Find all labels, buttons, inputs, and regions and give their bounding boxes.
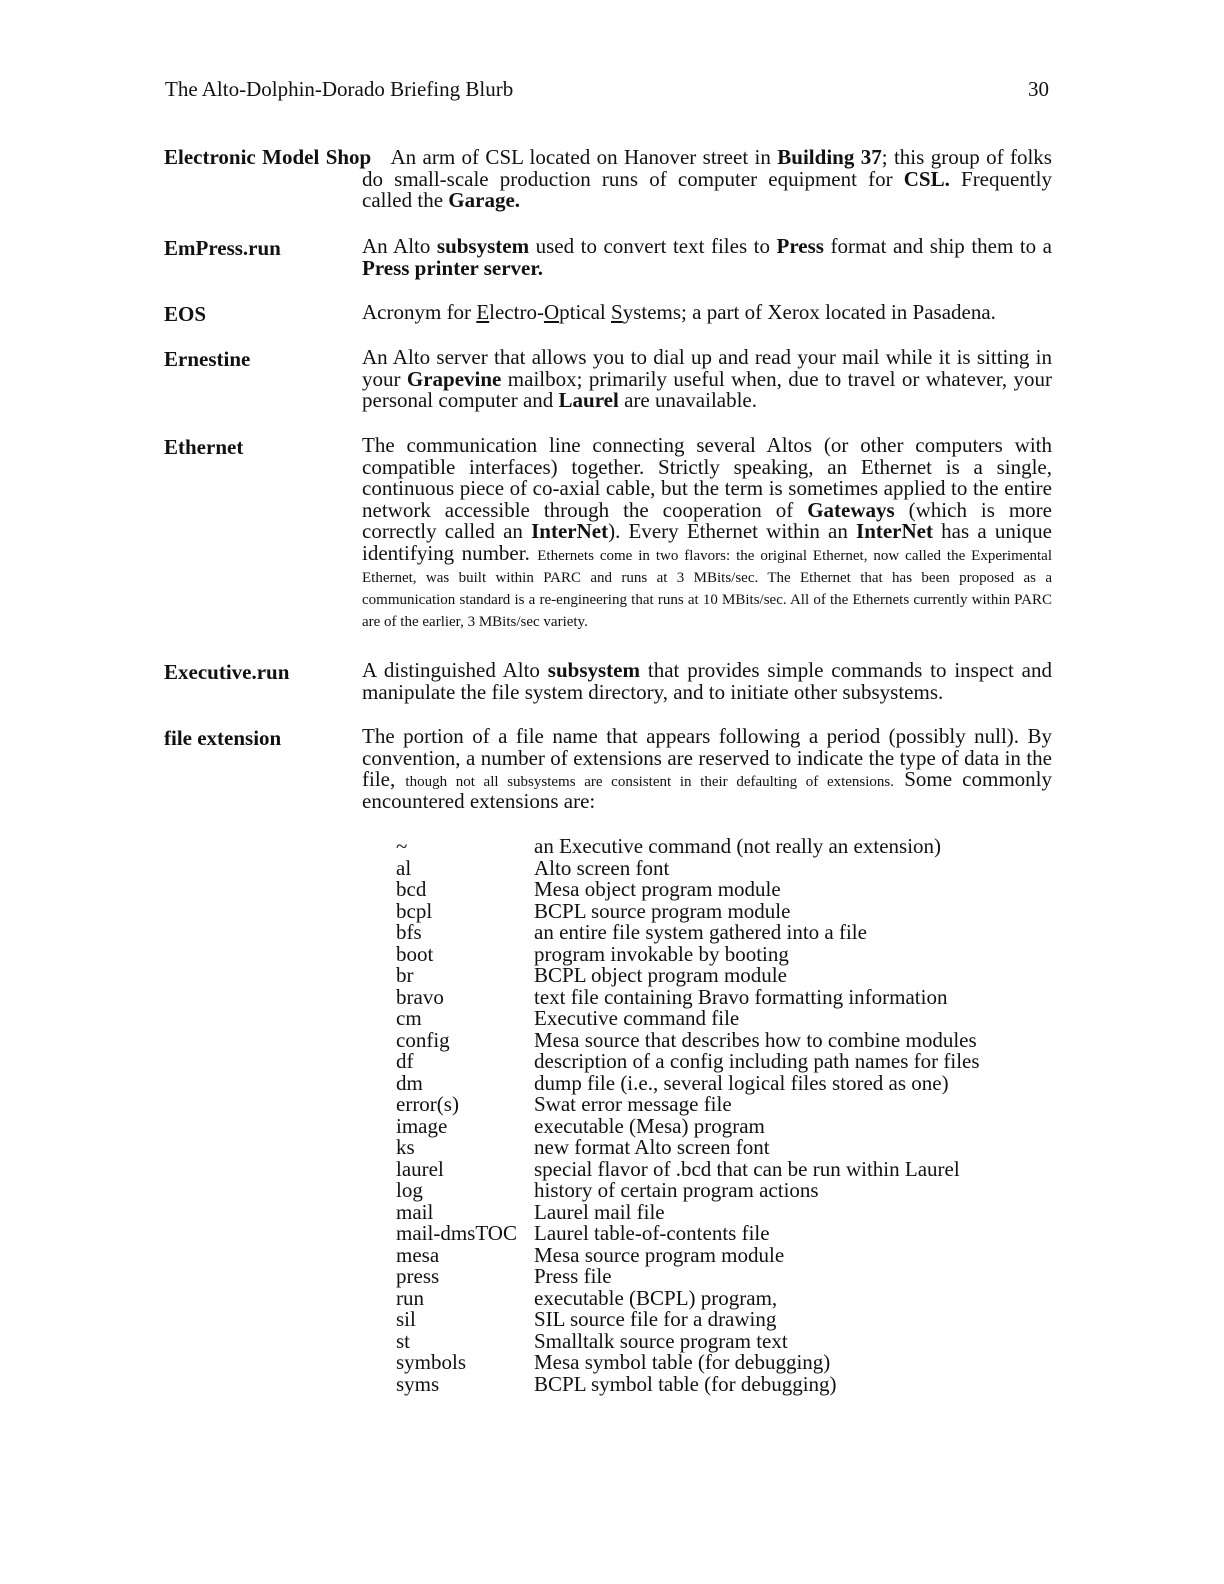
- extension-name: symbols: [396, 1350, 467, 1374]
- extension-row: [396, 1030, 980, 1052]
- glossary-definition: An Alto subsystem used to convert text files to Press format and ship them to a Press printer server.: [362, 234, 1053, 280]
- extension-row: [396, 836, 980, 858]
- fine-print-note: Ethernets come in two flavors: the original Ethernet, now called the Experimental Ethernet, was built within PARC and runs at 3 MBits/sec. The Ethernet that has been proposed as a communication standard is a re-engineering that runs at 10 MBits/sec. All of the Ethernets currently within PARC are of the earlier, 3 MBits/sec variety.: [362, 547, 1052, 630]
- glossary-entry-file-extension: [164, 726, 1052, 813]
- extension-name: bcd: [396, 877, 427, 901]
- extension-description: executable (BCPL) program,: [534, 1285, 778, 1310]
- extension-name: df: [396, 1049, 414, 1073]
- glossary-term: EmPress.run: [164, 236, 281, 260]
- glossary-entry-eos: [164, 302, 1052, 324]
- extension-description: new format Alto screen font: [534, 1135, 770, 1159]
- extension-description: special flavor of .bcd that can be run within Laurel: [534, 1156, 960, 1181]
- extension-name: st: [396, 1328, 411, 1353]
- extension-row: [396, 965, 980, 987]
- extension-name: error(s): [396, 1092, 459, 1116]
- glossary-entry-empress: [164, 236, 1052, 279]
- extension-description: text file containing Bravo formatting information: [534, 984, 948, 1009]
- extension-row: [396, 1374, 980, 1396]
- extension-row: [396, 858, 980, 880]
- glossary-definition: Acronym for Electro-Optical Systems; a part of Xerox located in Pasadena.: [362, 300, 996, 324]
- extension-name: ks: [396, 1135, 415, 1159]
- glossary-definition: A distinguished Alto subsystem that provides simple commands to inspect and manipulate the file system directory, and to initiate other subsystems.: [362, 658, 1052, 704]
- extension-name: mesa: [396, 1242, 440, 1267]
- extension-name: log: [396, 1178, 423, 1202]
- extension-name: laurel: [396, 1156, 444, 1181]
- glossary-term: Electronic Model Shop: [164, 145, 372, 169]
- extension-row: [396, 1223, 980, 1245]
- extension-row: [396, 1051, 980, 1073]
- glossary-definition: The communication line connecting several Altos (or other computers with compatible interfaces) together. Strictly speaking, an Ethernet is a single, continuous piece of co-axial cable, but the term is sometimes applied to the entire network accessible through the cooperation of Gateways (which is more correctly called an InterNet). Every Ethernet within an InterNet has a unique identifying number. Ethernets come in two flavors: the original Ethernet, now called the Experimental Ethernet, was built within PARC and runs at 3 MBits/sec. The Ethernet that has been proposed as a communication standard is a re-engineering that runs at 10 MBits/sec. All of the Ethernets currently within PARC are of the earlier, 3 MBits/sec variety.: [362, 433, 1052, 630]
- extension-row: [396, 879, 980, 901]
- extension-name: mail: [396, 1199, 434, 1224]
- extension-name: boot: [396, 941, 434, 966]
- glossary-definition: The portion of a file name that appears following a period (possibly null). By convention, a number of extensions are reserved to indicate the type of data in the file, though not all subsystems are consistent in their defaulting of extensions. Some commonly encountered extensions are:: [362, 724, 1053, 814]
- extension-row: [396, 1288, 980, 1310]
- extension-name: image: [396, 1113, 448, 1138]
- extension-row: [396, 1266, 980, 1288]
- extension-row: [396, 1245, 980, 1267]
- extension-row: [396, 1159, 980, 1181]
- extension-description: Laurel mail file: [534, 1199, 665, 1224]
- extension-description: Mesa object program module: [534, 877, 781, 901]
- extension-row: [396, 1352, 980, 1374]
- extension-row: [396, 922, 980, 944]
- extensions-table-body: [396, 836, 980, 1395]
- extension-description: program invokable by booting: [534, 941, 789, 966]
- extension-name: dm: [396, 1070, 423, 1095]
- extension-row: [396, 901, 980, 923]
- extension-description: Executive command file: [534, 1006, 740, 1030]
- extension-description: description of a config including path names for files: [534, 1049, 980, 1073]
- extensions-table: [396, 836, 980, 1395]
- extension-name: mail-dmsTOC: [396, 1221, 517, 1245]
- glossary-term: file extension: [164, 726, 282, 750]
- extension-description: Mesa symbol table (for debugging): [534, 1350, 831, 1374]
- extension-name: press: [396, 1264, 440, 1288]
- glossary-term: Ernestine: [164, 347, 251, 371]
- extension-name: ~: [396, 834, 408, 858]
- extension-row: [396, 1094, 980, 1116]
- extension-name: run: [396, 1285, 424, 1310]
- extension-description: dump file (i.e., several logical files stored as one): [534, 1070, 949, 1095]
- glossary-entry-electronic-model-shop: [164, 147, 1052, 212]
- extension-description: an entire file system gathered into a file: [534, 920, 867, 944]
- extension-description: BCPL object program module: [534, 963, 787, 987]
- extension-description: Laurel table-of-contents file: [534, 1221, 770, 1245]
- extension-description: SIL source file for a drawing: [534, 1307, 777, 1331]
- extension-row: [396, 1073, 980, 1095]
- extension-row: [396, 1008, 980, 1030]
- glossary-entry-executive: [164, 660, 1052, 703]
- extension-row: [396, 1137, 980, 1159]
- extension-name: sil: [396, 1307, 416, 1331]
- extension-name: br: [396, 963, 414, 987]
- running-header-title: The Alto-Dolphin-Dorado Briefing Blurb: [165, 77, 514, 101]
- extension-name: syms: [396, 1371, 440, 1396]
- extension-row: [396, 1180, 980, 1202]
- fine-print-note: though not all subsystems are consistent in their defaulting of extensions.: [405, 774, 895, 791]
- extension-description: BCPL source program module: [534, 898, 791, 923]
- extension-description: Smalltalk source program text: [534, 1328, 788, 1353]
- glossary-entry-ernestine: [164, 347, 1052, 412]
- glossary-definition: Electronic Model Shop An arm of CSL located on Hanover street in Building 37; this group of folks do small-scale production runs of computer equipment for CSL. Frequently called the Garage.: [164, 145, 1052, 213]
- extension-name: al: [396, 855, 412, 880]
- glossary-entry-ethernet: [164, 435, 1052, 631]
- extension-row: [396, 1116, 980, 1138]
- extension-description: an Executive command (not really an extension): [534, 834, 942, 858]
- extension-description: history of certain program actions: [534, 1178, 819, 1202]
- extension-description: Alto screen font: [534, 855, 670, 880]
- extension-description: Mesa source program module: [534, 1242, 785, 1267]
- extension-row: [396, 1331, 980, 1353]
- extension-row: [396, 987, 980, 1009]
- extension-name: config: [396, 1027, 450, 1052]
- extension-description: executable (Mesa) program: [534, 1113, 765, 1138]
- extension-description: BCPL symbol table (for debugging): [534, 1371, 837, 1396]
- glossary-definition: An Alto server that allows you to dial up and read your mail while it is sitting in your Grapevine mailbox; primarily useful when, due to travel or whatever, your personal computer and Laurel are unavailable.: [362, 345, 1052, 413]
- extension-name: cm: [396, 1006, 422, 1030]
- extension-row: [396, 944, 980, 966]
- extension-row: [396, 1202, 980, 1224]
- extension-name: bcpl: [396, 898, 433, 923]
- page-number: 30: [1028, 77, 1049, 101]
- glossary-term: Executive.run: [164, 660, 290, 684]
- glossary-term: Ethernet: [164, 435, 244, 459]
- extension-description: Mesa source that describes how to combine modules: [534, 1027, 977, 1052]
- extension-row: [396, 1309, 980, 1331]
- extension-name: bfs: [396, 920, 422, 944]
- glossary-term: EOS: [164, 302, 207, 326]
- extension-description: Press file: [534, 1264, 612, 1288]
- extension-description: Swat error message file: [534, 1092, 732, 1116]
- extension-name: bravo: [396, 984, 444, 1009]
